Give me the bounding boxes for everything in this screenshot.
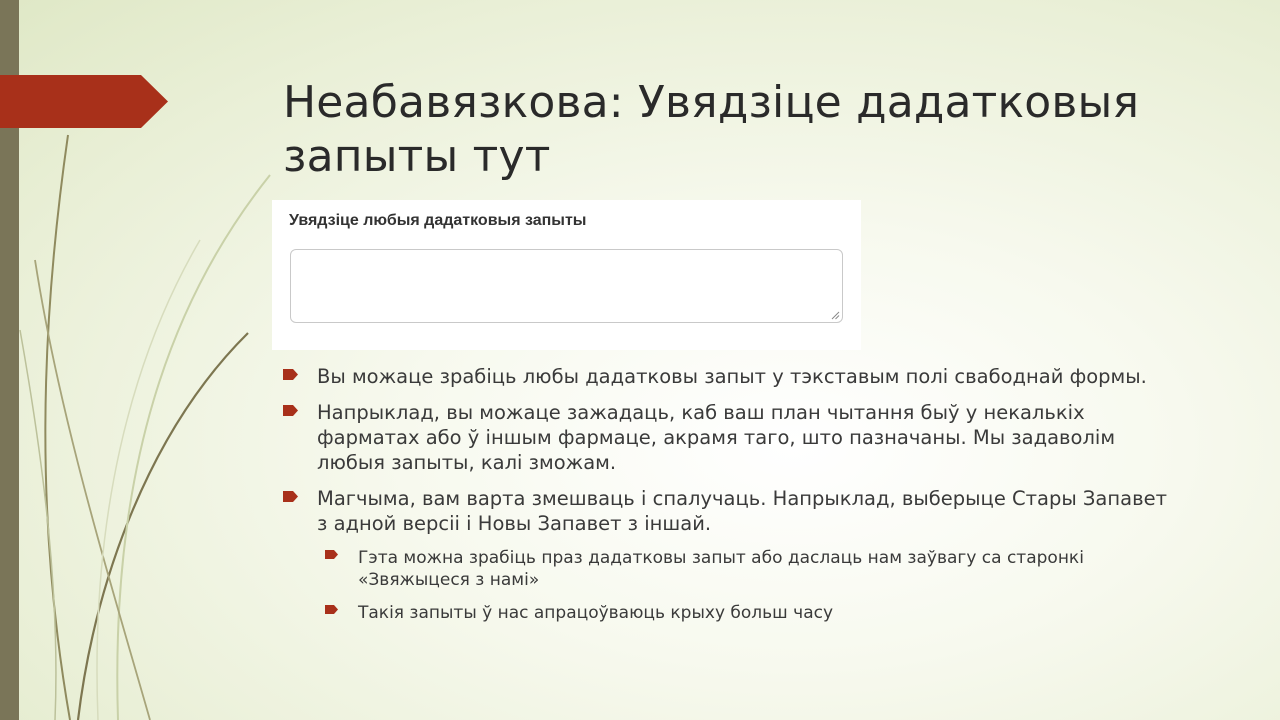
form-screenshot bbox=[272, 200, 861, 350]
arrow-bullet-icon bbox=[325, 549, 339, 560]
slide-title: Неабавязкова: Увядзіце дадатковыя запыты тут bbox=[283, 77, 1140, 182]
bullet-text: Магчыма, вам варта змешваць і спалучаць. Напрыклад, выберыце Стары Запавет з адной версіі і Новы Запавет з іншай. bbox=[317, 487, 1167, 535]
arrow-bullet-icon bbox=[283, 490, 299, 503]
bullet-item bbox=[283, 364, 1183, 389]
bullet-item bbox=[283, 486, 1183, 536]
title-arrow-tag bbox=[0, 75, 168, 128]
bullet-text: Гэта можна зрабіць праз дадатковы запыт або даслаць нам заўвагу са старонкі «Звяжыцеся з намі» bbox=[358, 548, 1084, 590]
sub-bullet-item bbox=[325, 602, 1183, 624]
bullet-item bbox=[283, 400, 1183, 475]
requests-textarea[interactable] bbox=[290, 249, 843, 323]
bullet-text: Такія запыты ў нас апрацоўваюць крыху больш часу bbox=[358, 603, 834, 623]
bullet-list bbox=[283, 364, 1183, 635]
arrow-bullet-icon bbox=[325, 604, 339, 615]
arrow-bullet-icon bbox=[283, 368, 299, 381]
bullet-text: Напрыклад, вы можаце зажадаць, каб ваш план чытання быў у некалькіх фарматах або ў іншым фармаце, акрамя таго, што пазначаны. Мы задаволім любыя запыты, калі зможам. bbox=[317, 401, 1116, 474]
bullet-text: Вы можаце зрабіць любы дадатковы запыт у тэкставым полі свабоднай формы. bbox=[317, 365, 1147, 388]
arrow-bullet-icon bbox=[283, 404, 299, 417]
sub-bullet-item bbox=[325, 547, 1183, 591]
form-field-label: Увядзіце любыя дадатковыя запыты bbox=[289, 212, 587, 229]
resize-grip-icon[interactable] bbox=[830, 310, 840, 320]
